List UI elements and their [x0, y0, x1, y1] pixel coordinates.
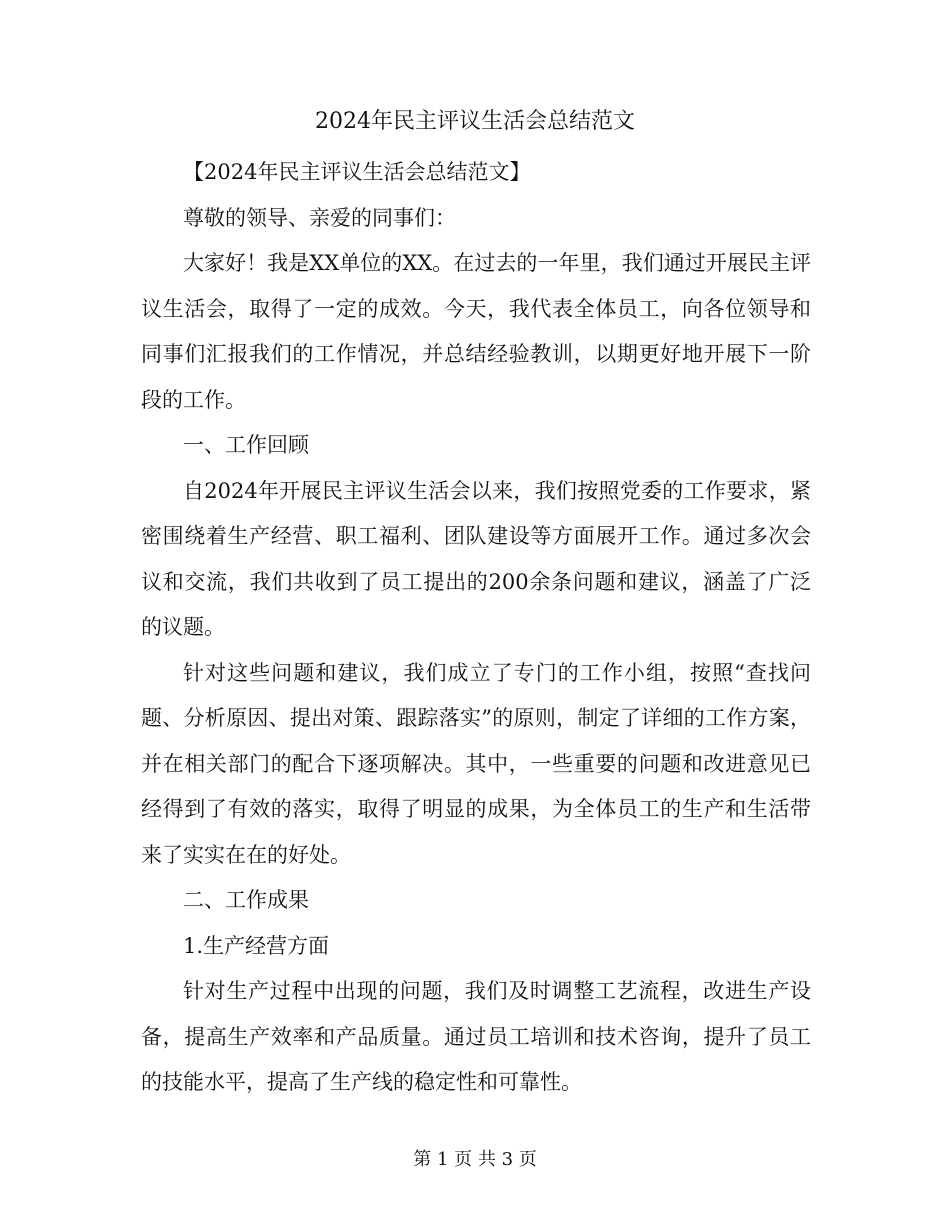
paragraph-heading-bracket: 【2024年民主评议生活会总结范文】 — [183, 160, 531, 184]
paragraph-introduction: 大家好！我是XX单位的XX。在过去的一年里，我们通过开展民主评议生活会，取得了一定的成效。今天，我代表全体员工，向各位领导和同事们汇报我们的工作情况，并总结经验教训，以期更好地开展下一阶段的工作。 — [141, 251, 811, 412]
document-title: 2024年民主评议生活会总结范文 — [315, 109, 635, 134]
section-heading-work-results: 二、工作成果 — [183, 888, 309, 912]
section-heading-work-review: 一、工作回顾 — [183, 433, 309, 457]
paragraph-problem-handling: 针对这些问题和建议，我们成立了专门的工作小组，按照“查找问题、分析原因、提出对策、跟踪落实”的原则，制定了详细的工作方案，并在相关部门的配合下逐项解决。其中，一些重要的问题和改进意见已经得到了有效的落实，取得了明显的成果，为全体员工的生产和生活带来了实实在在的好处。 — [141, 660, 811, 867]
page-footer: 第 1 页 共 3 页 — [413, 1149, 537, 1170]
paragraph-work-review: 自2024年开展民主评议生活会以来，我们按照党委的工作要求，紧密围绕着生产经营、职工福利、团队建设等方面展开工作。通过多次会议和交流，我们共收到了员工提出的200余条问题和建议，涵盖了广泛的议题。 — [141, 478, 811, 639]
paragraph-salutation: 尊敬的领导、亲爱的同事们： — [183, 205, 456, 230]
subheading-production: 1.生产经营方面 — [183, 933, 330, 958]
paragraph-production: 针对生产过程中出现的问题，我们及时调整工艺流程，改进生产设备，提高生产效率和产品质量。通过员工培训和技术咨询，提升了员工的技能水平，提高了生产线的稳定性和可靠性。 — [141, 979, 811, 1094]
document-body — [141, 150, 811, 1106]
